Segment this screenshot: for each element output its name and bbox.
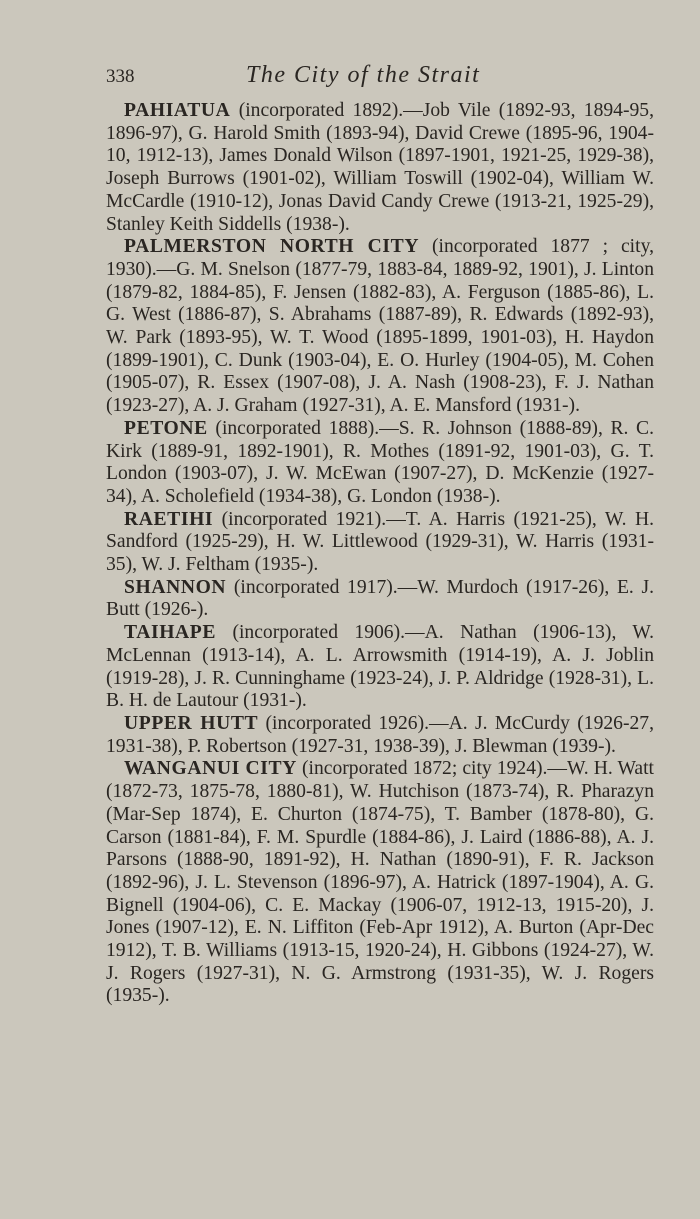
entry-text: (incorporated 1921).—T. A. Harris (1921-25), W. H. Sandford (1925-29), H. W. Littlewood (1929-31), W. Harris (1931-35), W. J. Feltham (1935-). bbox=[106, 508, 654, 576]
entry-pahiatua bbox=[106, 100, 654, 236]
entry-list bbox=[106, 100, 654, 1008]
entry-shannon bbox=[106, 577, 654, 622]
entry-text: (incorporated 1877 ; city, 1930).—G. M. Snelson (1877-79, 1883-84, 1889-92, 1901), J. Linton (1879-82, 1884-85), F. Jensen (1882-83), A. Ferguson (1885-86), L. G. West (1886-87), S. Abrahams (1887-89), R. Edwards (1892-93), W. Park (1893-95), W. T. Wood (1895-1899, 1901-03), H. Haydon (1899-1901), C. Dunk (1903-04), E. O. Hurley (1904-05), M. Cohen (1905-07), R. Essex (1907-08), J. A. Nash (1908-23), F. J. Nathan (1923-27), A. J. Graham (1927-31), A. E. Mansford (1931-). bbox=[106, 236, 654, 417]
entry-name: TAIHAPE bbox=[124, 622, 217, 644]
entry-name: PETONE bbox=[124, 417, 208, 439]
entry-text: (incorporated 1926).—A. J. McCurdy (1926-27, 1931-38), P. Robertson (1927-31, 1938-39), J. Blewman (1939-). bbox=[106, 712, 654, 757]
entry-name: WANGANUI CITY bbox=[124, 758, 297, 780]
page-header bbox=[106, 62, 654, 92]
entry-text: (incorporated 1872; city 1924).—W. H. Watt (1872-73, 1875-78, 1880-81), W. Hutchison (1873-74), R. Pharazyn (Mar-Sep 1874), E. Churton (1874-75), T. Bamber (1878-80), G. Carson (1881-84), F. M. Spurdle (1884-86), J. Laird (1886-88), A. J. Parsons (1888-90, 1891-92), H. Nathan (1890-91), F. R. Jackson (1892-96), J. L. Stevenson (1896-97), A. Hatrick (1897-1904), A. G. Bignell (1904-06), C. E. Mackay (1906-07, 1912-13, 1915-20), J. Jones (1907-12), E. N. Liffiton (Feb-Apr 1912), A. Burton (Apr-Dec 1912), T. B. Williams (1913-15, 1920-24), H. Gibbons (1924-27), W. J. Rogers (1927-31), N. G. Armstrong (1931-35), W. J. Rogers (1935-). bbox=[106, 758, 654, 1007]
entry-name: PAHIATUA bbox=[124, 100, 231, 121]
entry-palmerston-north bbox=[106, 236, 654, 418]
page-number: 338 bbox=[106, 66, 135, 87]
entry-petone bbox=[106, 418, 654, 509]
entry-name: SHANNON bbox=[124, 576, 227, 598]
entry-upper-hutt bbox=[106, 713, 654, 758]
entry-wanganui-city bbox=[106, 758, 654, 1008]
entry-text: (incorporated 1888).—S. R. Johnson (1888-89), R. C. Kirk (1889-91, 1892-1901), R. Mothes (1891-92, 1901-03), G. T. London (1903-07), J. W. McEwan (1907-27), D. McKenzie (1927-34), A. Scholefield (1934-38), G. London (1938-). bbox=[106, 417, 654, 507]
entry-name: UPPER HUTT bbox=[124, 712, 259, 734]
entry-text: (incorporated 1917).—W. Murdoch (1917-26), E. J. Butt (1926-). bbox=[106, 576, 654, 621]
running-title: The City of the Strait bbox=[246, 62, 481, 88]
entry-text: (incorporated 1892).—Job Vile (1892-93, 1894-95, 1896-97), G. Harold Smith (1893-94), David Crewe (1895-96, 1904-10, 1912-13), James Donald Wilson (1897-1901, 1921-25, 1929-38), Joseph Burrows (1901-02), William Toswill (1902-04), William W. McCardle (1910-12), Jonas David Candy Crewe (1913-21, 1925-29), Stanley Keith Siddells (1938-). bbox=[106, 100, 654, 235]
entry-name: PALMERSTON NORTH CITY bbox=[124, 236, 420, 258]
entry-name: RAETIHI bbox=[124, 508, 214, 530]
entry-raetihi bbox=[106, 509, 654, 577]
entry-taihape bbox=[106, 622, 654, 713]
entry-text: (incorporated 1906).—A. Nathan (1906-13), W. McLennan (1913-14), A. L. Arrowsmith (1914-19), A. J. Joblin (1919-28), J. R. Cunninghame (1923-24), J. P. Aldridge (1928-31), L. B. H. de Lautour (1931-). bbox=[106, 622, 654, 712]
